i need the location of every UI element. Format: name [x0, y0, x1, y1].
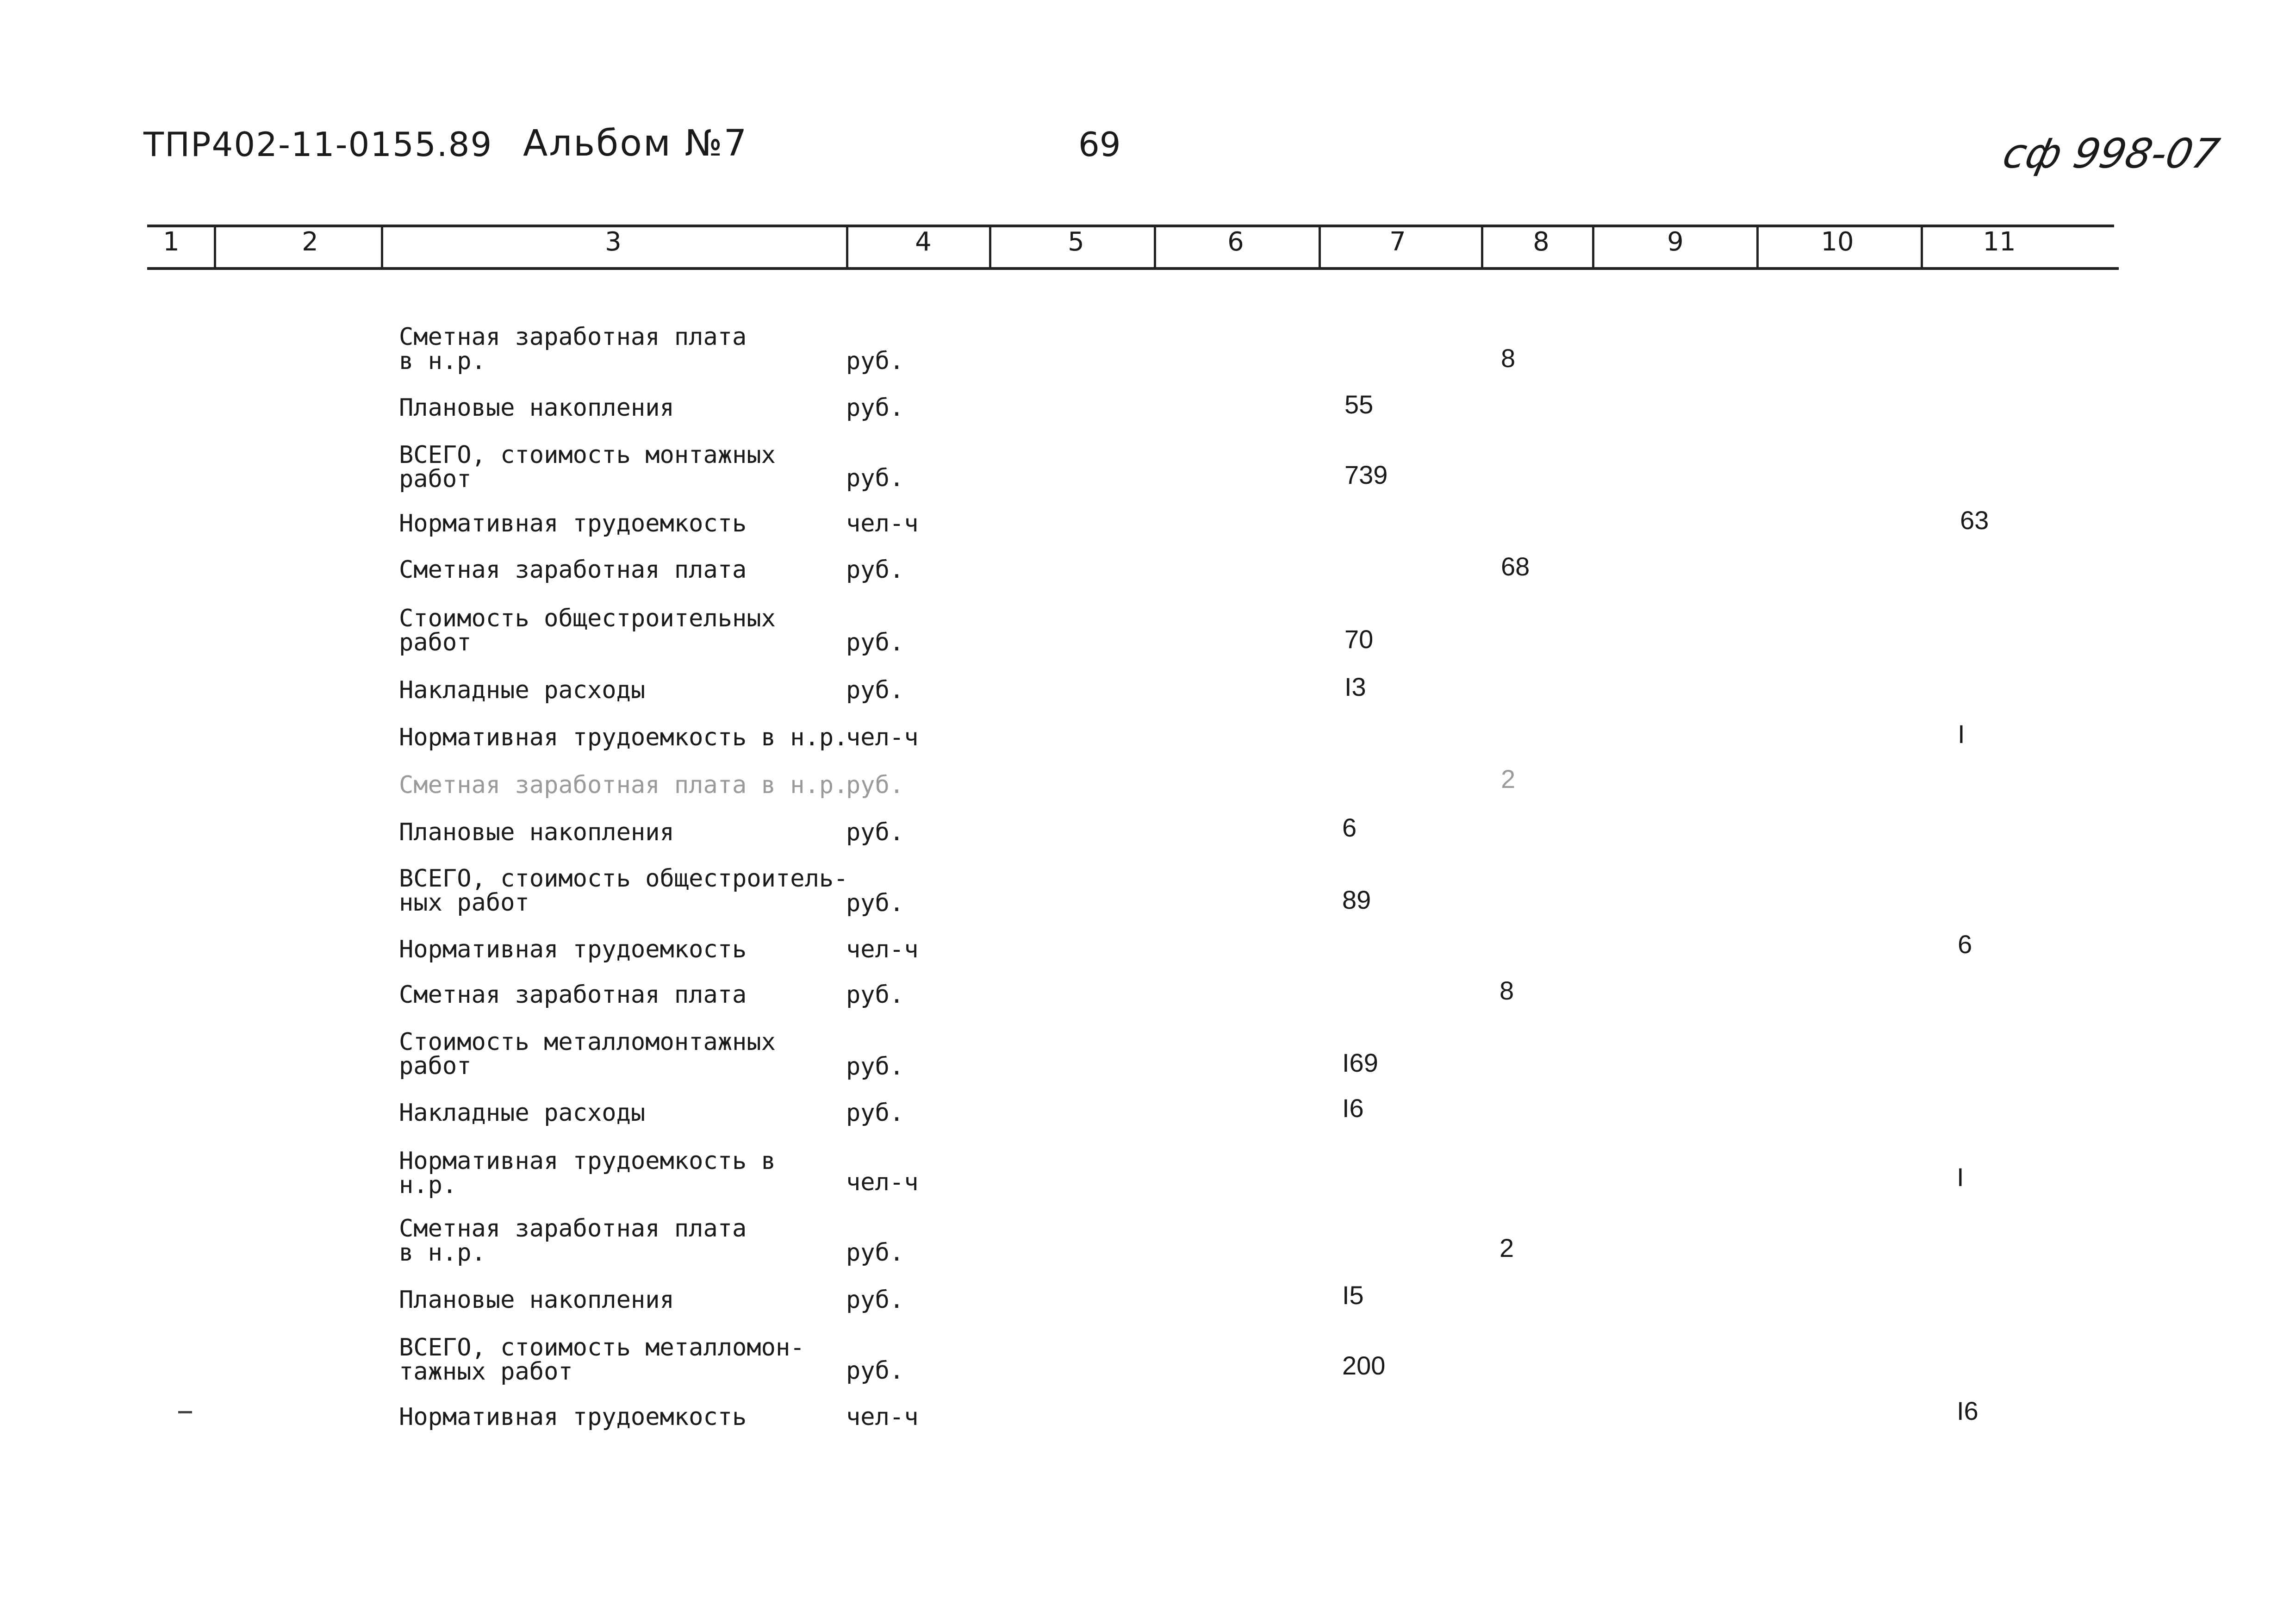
row-unit: руб. [846, 676, 904, 704]
row-name: ВСЕГО, стоимость металломон- тажных работ [399, 1334, 805, 1386]
archive-code: сф 998-07 [1999, 130, 2224, 177]
row-unit: чел-ч [846, 1168, 919, 1196]
row-unit: чел-ч [846, 1403, 919, 1431]
column-divider [381, 225, 383, 269]
value-col8: 2 [1500, 1233, 1514, 1262]
value-col7: I6 [1342, 1093, 1364, 1123]
row-name: Нормативная трудоемкость в н.р. [399, 1147, 776, 1199]
row-unit: руб. [846, 818, 904, 846]
row-name: Сметная заработная плата в н.р. [399, 1215, 747, 1267]
row-name: Плановые накопления [399, 1286, 674, 1314]
row-unit: руб. [846, 1286, 904, 1314]
row-name: Сметная заработная плата в н.р. [399, 323, 747, 375]
row-unit: руб. [846, 1099, 904, 1127]
row-name: Нормативная трудоемкость в н.р. [399, 724, 848, 751]
row-name: ВСЕГО, стоимость монтажных работ [399, 441, 776, 493]
row-unit: руб. [846, 629, 904, 656]
row-unit: руб. [846, 889, 904, 917]
row-name: Нормативная трудоемкость [399, 510, 747, 537]
page-number: 69 [1078, 125, 1121, 164]
value-col11: 6 [1958, 930, 1972, 959]
column-divider [989, 225, 991, 269]
row-name: Сметная заработная плата [399, 556, 747, 584]
row-name: Сметная заработная плата в н.р. [399, 771, 848, 799]
value-col11: I [1958, 719, 1965, 749]
document-code: ТПР402-11-0155.89 [143, 125, 493, 164]
column-number: 7 [1389, 227, 1406, 257]
row-unit: руб. [846, 981, 904, 1009]
column-number: 9 [1667, 227, 1684, 257]
column-number: 6 [1227, 227, 1244, 257]
margin-mark [178, 1411, 192, 1413]
row-unit: руб. [846, 771, 904, 799]
column-number: 3 [605, 227, 622, 257]
value-col7: 89 [1342, 885, 1371, 914]
row-name: Стоимость общестроительных работ [399, 605, 776, 656]
column-number: 5 [1068, 227, 1084, 257]
row-unit: руб. [846, 347, 904, 375]
value-col7: 6 [1342, 813, 1357, 842]
column-number: 2 [302, 227, 318, 257]
column-number: 1 [163, 227, 180, 257]
column-number: 4 [915, 227, 932, 257]
value-col7: 200 [1342, 1351, 1386, 1380]
column-divider [1319, 225, 1321, 269]
column-divider [1756, 225, 1759, 269]
row-name: Сметная заработная плата [399, 981, 747, 1009]
column-number: 8 [1533, 227, 1549, 257]
value-col11: I6 [1957, 1396, 1979, 1425]
column-number: 11 [1983, 227, 2016, 257]
value-col7: 70 [1344, 625, 1374, 654]
value-col7: 55 [1344, 390, 1374, 419]
column-divider [846, 225, 848, 269]
column-divider [1481, 225, 1483, 269]
row-name: Плановые накопления [399, 818, 674, 846]
row-unit: руб. [846, 1239, 904, 1267]
value-col8: 68 [1501, 552, 1530, 581]
row-unit: чел-ч [846, 936, 919, 963]
row-name: Нормативная трудоемкость [399, 1403, 747, 1431]
album-number: Альбом №7 [523, 123, 748, 164]
row-name: Накладные расходы [399, 1099, 646, 1127]
row-unit: чел-ч [846, 510, 919, 537]
value-col8: 8 [1500, 976, 1514, 1005]
row-unit: руб. [846, 394, 904, 422]
header-bottom-rule [147, 267, 2119, 270]
row-name: Накладные расходы [399, 676, 646, 704]
value-col8: 2 [1501, 764, 1516, 793]
value-col11: 63 [1960, 506, 1989, 535]
row-unit: чел-ч [846, 724, 919, 751]
column-divider [1592, 225, 1594, 269]
column-divider [1154, 225, 1156, 269]
column-divider [214, 225, 216, 269]
row-name: ВСЕГО, стоимость общестроитель- ных работ [399, 865, 848, 917]
value-col7: 739 [1344, 460, 1388, 489]
row-name: Стоимость металломонтажных работ [399, 1028, 776, 1080]
row-name: Нормативная трудоемкость [399, 936, 747, 963]
value-col7: I69 [1342, 1048, 1378, 1077]
column-number: 10 [1821, 227, 1854, 257]
row-name: Плановые накопления [399, 394, 674, 422]
row-unit: руб. [846, 1357, 904, 1385]
row-unit: руб. [846, 464, 904, 492]
column-divider [1921, 225, 1923, 269]
value-col7: I3 [1344, 672, 1366, 701]
value-col11: I [1957, 1162, 1964, 1192]
value-col8: 8 [1501, 344, 1516, 373]
value-col7: I5 [1342, 1280, 1364, 1310]
row-unit: руб. [846, 1053, 904, 1081]
row-unit: руб. [846, 556, 904, 584]
